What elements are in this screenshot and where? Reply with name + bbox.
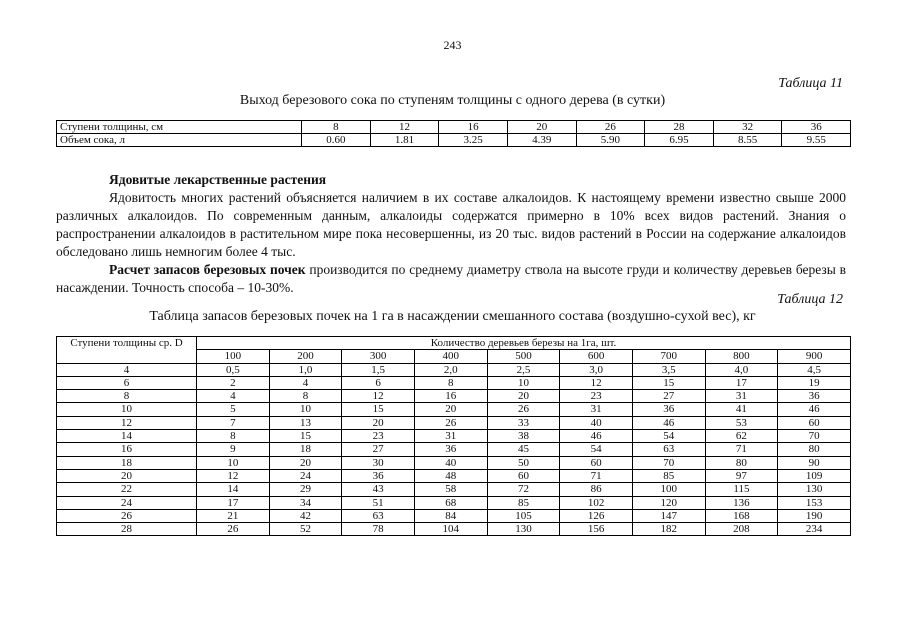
table-cell: 46 (632, 416, 705, 429)
table-cell: 36 (414, 443, 487, 456)
table-cell: 12 (560, 376, 633, 389)
table-cell: 60 (487, 469, 560, 482)
table-11-caption-prefix: Таблица (778, 76, 831, 91)
column-header: 400 (414, 350, 487, 363)
row-header-cell: Ступени толщины ср. D (57, 337, 197, 364)
column-header: 200 (269, 350, 342, 363)
table-cell: 23 (560, 390, 633, 403)
page-number: 243 (443, 38, 462, 52)
column-header: 900 (778, 350, 851, 363)
body-text (56, 171, 846, 297)
table-cell: 52 (269, 523, 342, 536)
table-cell: 4,0 (705, 363, 778, 376)
table-cell: 31 (560, 403, 633, 416)
table-cell: 31 (705, 390, 778, 403)
table-cell: 26 (576, 121, 645, 134)
table-12-caption-number: 12 (829, 292, 843, 307)
table-cell: 12 (342, 390, 415, 403)
table-cell: 182 (632, 523, 705, 536)
table-cell: 54 (632, 430, 705, 443)
buds-rest-text: производится по среднему диаметру ствола на высоте груди и количеству деревьев березы в насаждении. Точность способа – 10-30%. (56, 262, 846, 295)
diameter-cell: 12 (57, 416, 197, 429)
diameter-cell: 14 (57, 430, 197, 443)
table-cell: 28 (645, 121, 714, 134)
table-cell: 3.25 (439, 134, 508, 147)
table-12-caption (777, 292, 843, 308)
table-cell: 3,0 (560, 363, 633, 376)
table-cell: 4 (197, 390, 270, 403)
table-cell: 15 (632, 376, 705, 389)
diameter-cell: 26 (57, 509, 197, 522)
table-cell: 6.95 (645, 134, 714, 147)
table-cell: 15 (269, 430, 342, 443)
table-cell: 30 (342, 456, 415, 469)
column-header: 700 (632, 350, 705, 363)
table-cell: 15 (342, 403, 415, 416)
table-row (57, 443, 851, 456)
table-cell: 2 (197, 376, 270, 389)
table-cell: 19 (778, 376, 851, 389)
table-cell: 60 (778, 416, 851, 429)
table-cell: 100 (632, 483, 705, 496)
table-11-title: Выход березового сока по ступеням толщины с одного дерева (в сутки) (239, 93, 666, 108)
table-row (57, 134, 851, 147)
table-cell: 48 (414, 469, 487, 482)
table-cell: 17 (197, 496, 270, 509)
table-cell: 36 (782, 121, 851, 134)
diameter-cell: 10 (57, 403, 197, 416)
table-cell: 54 (560, 443, 633, 456)
diameter-cell: 20 (57, 469, 197, 482)
table-cell: 104 (414, 523, 487, 536)
table-cell: 126 (560, 509, 633, 522)
table-cell: 8 (414, 376, 487, 389)
table-cell: 71 (560, 469, 633, 482)
table-cell: 53 (705, 416, 778, 429)
table-cell: 5 (197, 403, 270, 416)
table-cell: 50 (487, 456, 560, 469)
table-cell: 4.39 (507, 134, 576, 147)
table-cell: 8 (197, 430, 270, 443)
table-cell: 40 (414, 456, 487, 469)
table-cell: 168 (705, 509, 778, 522)
table-cell: 63 (342, 509, 415, 522)
column-header: 500 (487, 350, 560, 363)
column-header: 100 (197, 350, 270, 363)
table-cell: 36 (632, 403, 705, 416)
table-cell: 32 (713, 121, 782, 134)
table-cell: 1,0 (269, 363, 342, 376)
birch-buds-table (56, 336, 851, 536)
table-cell: 102 (560, 496, 633, 509)
table-cell: 85 (632, 469, 705, 482)
table-cell: 72 (487, 483, 560, 496)
table-cell: 0,5 (197, 363, 270, 376)
table-cell: 3,5 (632, 363, 705, 376)
group-header-cell: Количество деревьев березы на 1га, шт. (197, 337, 851, 350)
table-row (57, 403, 851, 416)
table-cell: 34 (269, 496, 342, 509)
table-cell: 24 (269, 469, 342, 482)
table-cell: 26 (487, 403, 560, 416)
table-cell: 153 (778, 496, 851, 509)
table-cell: 20 (507, 121, 576, 134)
table-cell: 38 (487, 430, 560, 443)
table-row (57, 430, 851, 443)
table-cell: 208 (705, 523, 778, 536)
table-cell: 26 (414, 416, 487, 429)
table-cell: 63 (632, 443, 705, 456)
table-cell: 14 (197, 483, 270, 496)
table-cell: 31 (414, 430, 487, 443)
table-cell: 0.60 (302, 134, 371, 147)
table-cell: 13 (269, 416, 342, 429)
table-cell: 130 (487, 523, 560, 536)
table-cell: 7 (197, 416, 270, 429)
table-cell: 4,5 (778, 363, 851, 376)
table-11-caption-number: 11 (830, 76, 843, 91)
table-cell: 9.55 (782, 134, 851, 147)
diameter-cell: 8 (57, 390, 197, 403)
table-cell: 51 (342, 496, 415, 509)
table-cell: 46 (778, 403, 851, 416)
table-cell: 10 (487, 376, 560, 389)
table-row (57, 483, 851, 496)
table-cell: 86 (560, 483, 633, 496)
table-cell: 78 (342, 523, 415, 536)
table-cell: 16 (414, 390, 487, 403)
column-header: 600 (560, 350, 633, 363)
diameter-cell: 28 (57, 523, 197, 536)
table-cell: 109 (778, 469, 851, 482)
table-cell: 2,0 (414, 363, 487, 376)
table-cell: 70 (632, 456, 705, 469)
table-cell: 97 (705, 469, 778, 482)
table-12-caption-prefix: Таблица (777, 292, 829, 307)
diameter-cell: 6 (57, 376, 197, 389)
table-cell: 2,5 (487, 363, 560, 376)
alkaloid-paragraph: Ядовитость многих растений объясняется наличием в их составе алкалоидов. К настоящему времени известно свыше 2000 различных алкалоидов. По современным данным, алкалоиды содержатся примерно в 10% всех видов растений. Знания о распространении алкалоидов в растительном мире пока несовершенны, из 20 тыс. видов растений в России на содержание алкалоидов обследовано лишь немногим более 4 тыс. (56, 190, 846, 259)
table-cell: 20 (487, 390, 560, 403)
table-cell: 27 (342, 443, 415, 456)
diameter-cell: 4 (57, 363, 197, 376)
table-cell: 29 (269, 483, 342, 496)
table-cell: 20 (342, 416, 415, 429)
table-cell: 18 (269, 443, 342, 456)
table-cell: 80 (705, 456, 778, 469)
table-cell: 8.55 (713, 134, 782, 147)
table-cell: 10 (269, 403, 342, 416)
table-cell: 120 (632, 496, 705, 509)
table-cell: 105 (487, 509, 560, 522)
table-cell: 41 (705, 403, 778, 416)
table-cell: 21 (197, 509, 270, 522)
table-cell: 80 (778, 443, 851, 456)
column-header: 300 (342, 350, 415, 363)
table-11-caption (778, 76, 843, 92)
table-cell: 85 (487, 496, 560, 509)
buds-paragraph (56, 261, 846, 297)
table-cell: 60 (560, 456, 633, 469)
column-header: 800 (705, 350, 778, 363)
table-cell: 190 (778, 509, 851, 522)
table-row (57, 376, 851, 389)
table-row (57, 469, 851, 482)
table-cell: 36 (342, 469, 415, 482)
table-cell: 58 (414, 483, 487, 496)
table-cell: 45 (487, 443, 560, 456)
table-cell: 27 (632, 390, 705, 403)
table-row (57, 509, 851, 522)
table-row (57, 416, 851, 429)
table-row (57, 121, 851, 134)
table-12-title: Таблица запасов березовых почек на 1 га в насаждении смешанного состава (воздушно-сухой вес), кг (149, 309, 756, 324)
table-cell: 43 (342, 483, 415, 496)
table-cell: 136 (705, 496, 778, 509)
table-cell: 234 (778, 523, 851, 536)
table-cell: 36 (778, 390, 851, 403)
table-row (57, 390, 851, 403)
diameter-cell: 24 (57, 496, 197, 509)
table-cell: 33 (487, 416, 560, 429)
table-cell: 8 (302, 121, 371, 134)
table-cell: 46 (560, 430, 633, 443)
table-cell: 90 (778, 456, 851, 469)
table-cell: 23 (342, 430, 415, 443)
table-cell: 62 (705, 430, 778, 443)
sap-yield-table (56, 120, 851, 147)
table-cell: 71 (705, 443, 778, 456)
diameter-cell: 22 (57, 483, 197, 496)
section-heading: Ядовитые лекарственные растения (109, 172, 327, 187)
table-cell: 17 (705, 376, 778, 389)
table-cell: 40 (560, 416, 633, 429)
table-cell: 156 (560, 523, 633, 536)
table-row (57, 363, 851, 376)
table-cell: 68 (414, 496, 487, 509)
table-cell: 10 (197, 456, 270, 469)
table-cell: 5.90 (576, 134, 645, 147)
table-cell: 20 (269, 456, 342, 469)
table-cell: 130 (778, 483, 851, 496)
table-cell: 1,5 (342, 363, 415, 376)
table-cell: 9 (197, 443, 270, 456)
table-cell: 6 (342, 376, 415, 389)
row-label: Объем сока, л (57, 134, 302, 147)
table-cell: 16 (439, 121, 508, 134)
diameter-cell: 16 (57, 443, 197, 456)
table-cell: 147 (632, 509, 705, 522)
buds-lead-text: Расчет запасов березовых почек (109, 262, 306, 277)
table-row (57, 496, 851, 509)
table-cell: 26 (197, 523, 270, 536)
table-row (57, 523, 851, 536)
table-cell: 115 (705, 483, 778, 496)
table-cell: 1.81 (370, 134, 439, 147)
table-cell: 42 (269, 509, 342, 522)
table-cell: 70 (778, 430, 851, 443)
row-label: Ступени толщины, см (57, 121, 302, 134)
table-cell: 8 (269, 390, 342, 403)
table-row (57, 456, 851, 469)
table-cell: 84 (414, 509, 487, 522)
diameter-cell: 18 (57, 456, 197, 469)
table-cell: 20 (414, 403, 487, 416)
table-cell: 4 (269, 376, 342, 389)
table-cell: 12 (197, 469, 270, 482)
table-cell: 12 (370, 121, 439, 134)
